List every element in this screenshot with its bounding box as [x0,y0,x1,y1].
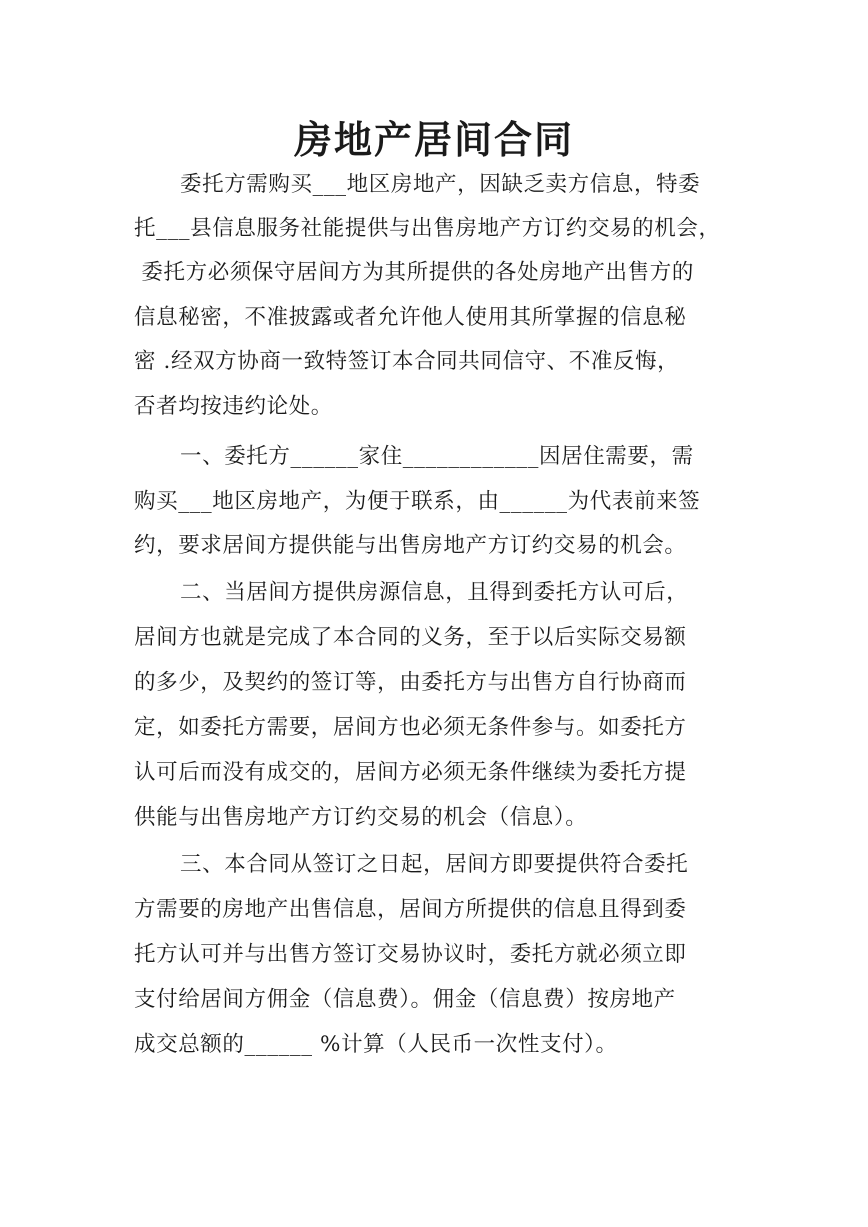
text-line: 委托方必须保守居间方为其所提供的各处房地产出售方的 [134,260,694,285]
text-line: 一、委托方______家住____________因居住需要，需 [180,444,694,469]
text-line: 定，如委托方需要，居间方也必须无条件参与。如委托方 [134,715,687,740]
text-line: 供能与出售房地产方订约交易的机会（信息）。 [134,805,588,830]
text-line: 方需要的房地产出售信息，居间方所提供的信息且得到委 [134,897,687,922]
text-line: 密 .经双方协商一致特签订本合同共同信守、不准反悔， [134,349,680,374]
text-line: 支付给居间方佣金（信息费）。佣金（信息费）按房地产 [134,987,676,1012]
text-line: 委托方需购买___地区房地产，因缺乏卖方信息，特委 [180,172,701,197]
text-line: 约，要求居间方提供能与出售房地产方订约交易的机会。 [134,533,687,558]
text-line: 购买___地区房地产，为便于联系，由______为代表前来签 [134,489,701,514]
text-line: 三、本合同从签订之日起，居间方即要提供符合委托 [180,852,689,877]
text-line: 托方认可并与出售方签订交易协议时，委托方就必须立即 [134,942,687,967]
text-line: 否者均按违约论处。 [134,394,333,419]
text-line: 成交总额的______ %计算（人民币一次性支付）。 [134,1032,618,1057]
document-title: 房地产居间合同 [293,117,574,162]
text-line: 托___县信息服务社能提供与出售房地产方订约交易的机会， [134,216,721,241]
text-line: 二、当居间方提供房源信息，且得到委托方认可后， [180,580,689,605]
text-line: 信息秘密，不准披露或者允许他人使用其所掌握的信息秘 [134,305,687,330]
text-line: 居间方也就是完成了本合同的义务，至于以后实际交易额 [134,625,687,650]
text-line: 的多少，及契约的签订等，由委托方与出售方自行协商而 [134,670,687,695]
text-line: 认可后而没有成交的，居间方必须无条件继续为委托方提 [134,760,687,785]
